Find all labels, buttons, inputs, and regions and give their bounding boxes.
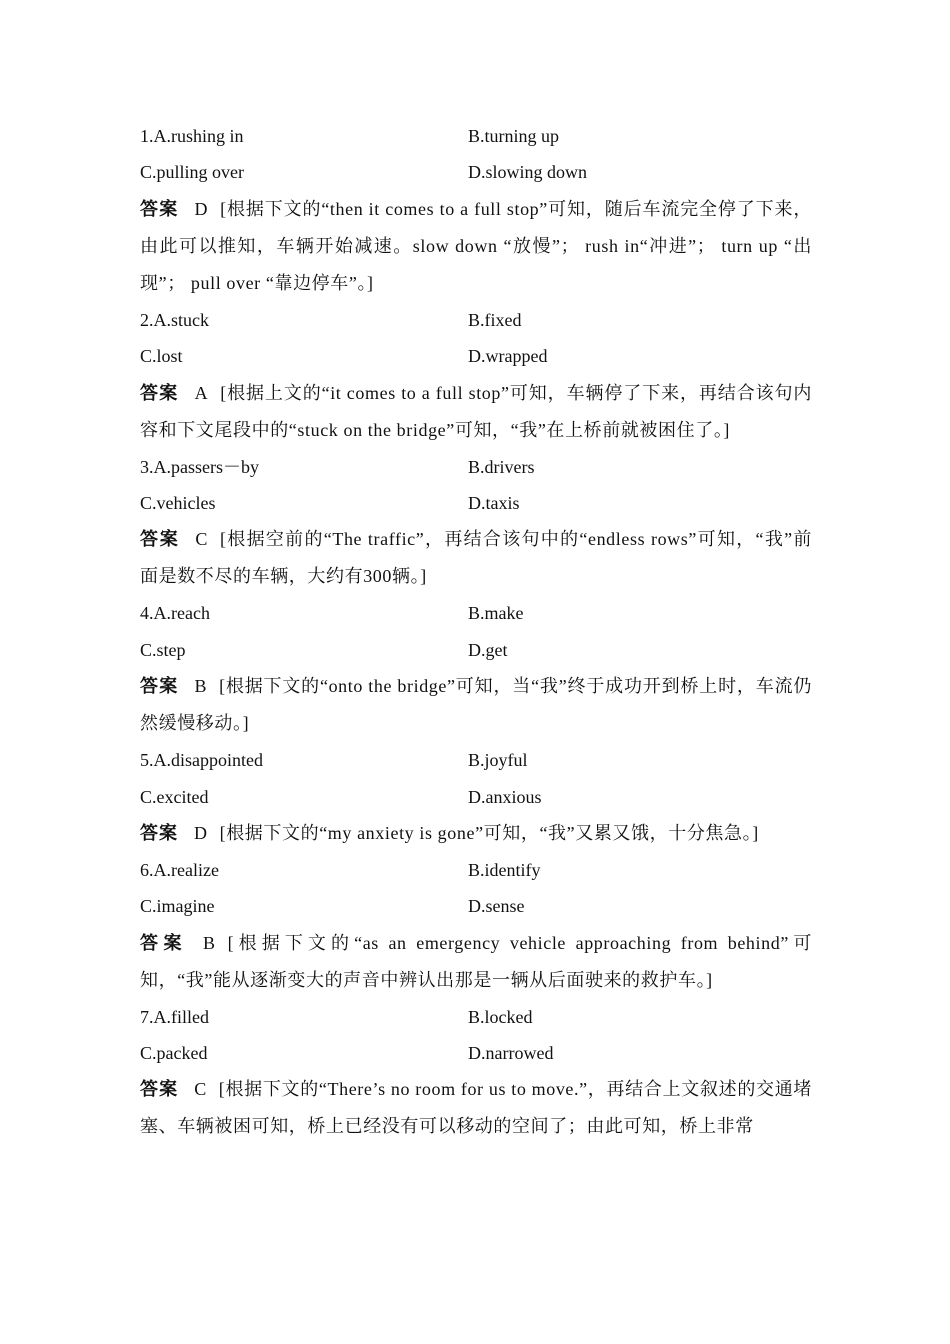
answer-label: 答案 xyxy=(140,822,178,843)
option-b: B.make xyxy=(468,603,524,624)
option-a: 6.A.realize xyxy=(140,859,219,880)
question-4 xyxy=(140,595,812,742)
question-7 xyxy=(140,999,812,1146)
answer-letter: D xyxy=(194,822,208,843)
question-6 xyxy=(140,852,812,999)
option-c: C.step xyxy=(140,639,186,660)
answer-letter: B xyxy=(202,932,216,953)
question-3 xyxy=(140,449,812,596)
answer-label: 答案 xyxy=(140,529,180,550)
explanation-text: [根据下文的“then it comes to a full stop”可知，随后车流完全停了下来，由此可以推知，车辆开始减速。slow down “放慢”； rush in“冲进”； turn up “出现”； pull over “靠边停车”。] xyxy=(140,198,812,293)
option-c: C.lost xyxy=(140,346,183,367)
option-a: 7.A.filled xyxy=(140,1006,209,1027)
answer-label: 答案 xyxy=(140,932,187,953)
document-page xyxy=(140,118,812,1145)
options-row-1 xyxy=(140,742,812,778)
options-row-1 xyxy=(140,449,812,485)
explanation-text: [根据空前的“The traffic”，再结合该句中的“endless rows”可知，“我”前面是数不尽的车辆，大约有300辆。] xyxy=(140,529,812,587)
answer-letter: C xyxy=(194,1079,207,1100)
options-row-1 xyxy=(140,302,812,338)
options-row-2 xyxy=(140,154,812,190)
option-b: B.identify xyxy=(468,859,541,880)
options-row-1 xyxy=(140,999,812,1035)
option-c: C.packed xyxy=(140,1043,208,1064)
options-row-1 xyxy=(140,852,812,888)
question-5 xyxy=(140,742,812,852)
options-row-2 xyxy=(140,485,812,521)
option-c: C.excited xyxy=(140,786,209,807)
answer-explanation xyxy=(140,925,812,999)
option-b: B.fixed xyxy=(468,309,522,330)
options-row-1 xyxy=(140,118,812,154)
answer-label: 答案 xyxy=(140,676,179,697)
explanation-text: [根据下文的“my anxiety is gone”可知，“我”又累又饿，十分焦急。] xyxy=(219,822,759,843)
option-b: B.locked xyxy=(468,1006,533,1027)
option-b: B.turning up xyxy=(468,126,560,146)
options-row-2 xyxy=(140,1035,812,1071)
answer-explanation xyxy=(140,815,812,852)
option-d: D.narrowed xyxy=(468,1043,554,1064)
option-a: 2.A.stuck xyxy=(140,309,209,330)
option-c: C.pulling over xyxy=(140,162,244,183)
question-1 xyxy=(140,118,812,302)
option-a: 1.A.rushing in xyxy=(140,126,244,146)
options-row-2 xyxy=(140,632,812,668)
option-c: C.imagine xyxy=(140,896,215,917)
answer-explanation xyxy=(140,668,812,742)
answer-letter: D xyxy=(194,198,209,219)
question-2 xyxy=(140,302,812,449)
answer-label: 答案 xyxy=(140,382,179,403)
answer-explanation xyxy=(140,191,812,302)
option-d: D.wrapped xyxy=(468,346,548,367)
option-d: D.get xyxy=(468,639,508,660)
answer-explanation xyxy=(140,1071,812,1145)
explanation-text: [根据上文的“it comes to a full stop”可知，车辆停了下来，再结合该句内容和下文尾段中的“stuck on the bridge”可知，“我”在上桥前就被困住了。] xyxy=(140,382,812,440)
option-a: 3.A.passers－by xyxy=(140,456,259,477)
option-d: D.sense xyxy=(468,896,525,917)
explanation-text: [根据下文的“onto the bridge”可知，当“我”终于成功开到桥上时，车流仍然缓慢移动。] xyxy=(140,676,812,734)
answer-label: 答案 xyxy=(140,198,179,219)
options-row-2 xyxy=(140,779,812,815)
answer-explanation xyxy=(140,521,812,595)
answer-explanation xyxy=(140,375,812,449)
answer-letter: C xyxy=(195,529,208,550)
option-b: B.joyful xyxy=(468,750,528,771)
explanation-text: [根据下文的“There’s no room for us to move.”，再结合上文叙述的交通堵塞、车辆被困可知，桥上已经没有可以移动的空间了；由此可知，桥上非常 xyxy=(140,1079,812,1137)
answer-label: 答案 xyxy=(140,1079,179,1100)
options-row-2 xyxy=(140,888,812,924)
option-d: D.anxious xyxy=(468,786,542,807)
option-d: D.taxis xyxy=(468,492,520,513)
answer-letter: A xyxy=(194,382,209,403)
option-a: 4.A.reach xyxy=(140,603,210,624)
option-b: B.drivers xyxy=(468,456,535,477)
option-c: C.vehicles xyxy=(140,492,216,513)
option-a: 5.A.disappointed xyxy=(140,750,263,771)
explanation-text: [根据下文的“as an emergency vehicle approaching from behind”可知，“我”能从逐渐变大的声音中辨认出那是一辆从后面驶来的救护车。] xyxy=(140,932,812,990)
answer-letter: B xyxy=(194,676,208,697)
options-row-1 xyxy=(140,595,812,631)
option-d: D.slowing down xyxy=(468,162,588,183)
options-row-2 xyxy=(140,338,812,374)
